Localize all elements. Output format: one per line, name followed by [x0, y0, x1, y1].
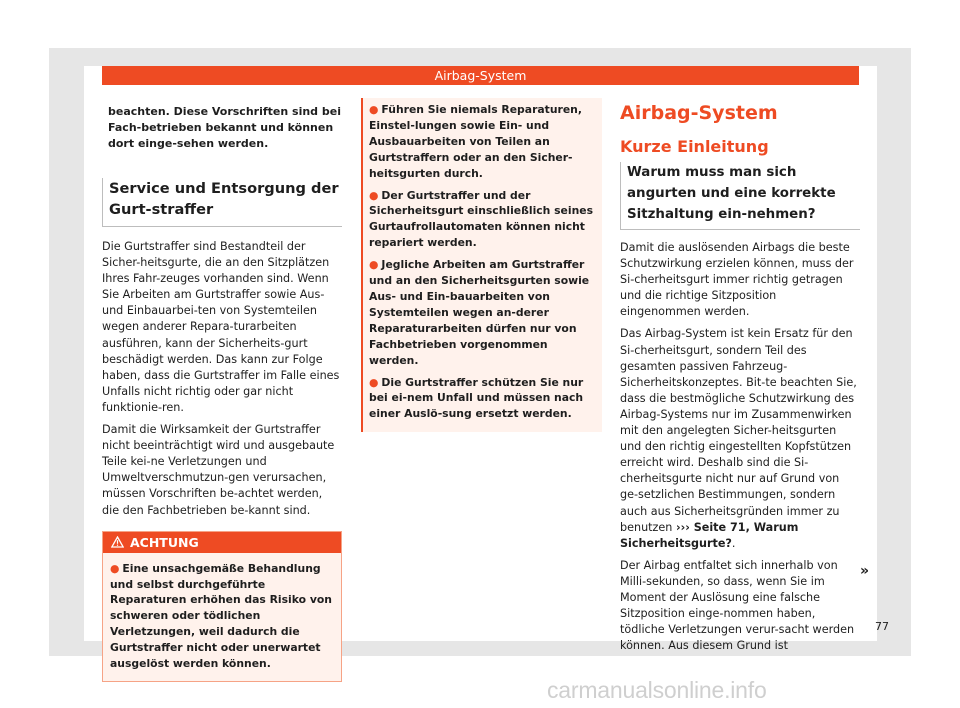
paragraph: Die Gurtstraffer sind Bestandteil der Sicher-heitsgurte, die an den Sitzplätzen Ihres Fahr-zeuges vorhanden sind. Wenn Sie Arbeiten am Gurtstraffer sowie Aus- und Einbauarbei-ten von Systemteilen wegen anderer Repara-turarbeiten ausführen, kann der Sicherheits-gurt beschädigt werden. Das kann zur Folge haben, dass die Gurtstraffer im Falle eines Unfalls nicht richtig oder gar nicht funktionie-ren. [102, 240, 340, 414]
section-title: Service und Entsorgung der Gurt-straffer [102, 178, 342, 227]
chapter-title: Airbag-System [620, 102, 778, 124]
paragraph: Damit die auslösenden Airbags die beste Schutzwirkung erzielen können, muss der Si-cherheitsgurt immer richtig getragen und die richtige Sitzposition eingenommen werden. [620, 241, 854, 319]
paragraph: Damit die Wirksamkeit der Gurtstraffer nicht beeinträchtigt wird und ausgebaute Teile kei-ne Verletzungen und Umweltverschmutzun-gen verursachen, müssen Vorschriften be-achtet werden, die den Fachbetrieben be-kannt sind. [102, 423, 335, 517]
warning-item: ● Jegliche Arbeiten am Gurtstraffer und an den Sicherheitsgurten sowie Aus- und Ein-bauarbeiten von Systemteilen wegen an-derer Reparaturarbeiten dürfen nur von Fachbetrieben vorgenommen werden. [369, 258, 590, 367]
warning-box [102, 531, 342, 682]
warning-triangle-icon [111, 536, 124, 548]
continued-arrow-icon: » [860, 563, 870, 579]
intro-paragraph: beachten. Diese Vorschriften sind bei Fach-betrieben bekannt und können dort einge-sehen werden. [108, 105, 341, 150]
warning-continuation-box [361, 98, 602, 432]
column-right [620, 100, 860, 660]
subchapter-title: Kurze Einleitung [620, 137, 769, 156]
section-body [620, 240, 860, 654]
page-number: 77 [875, 620, 889, 633]
running-header: Airbag-System [102, 66, 859, 85]
warning-item: ● Führen Sie niemals Reparaturen, Einstel-lungen sowie Ein- und Ausbauarbeiten von Teilen an Gurtstraffern oder an den Sicher-heitsgurten durch. [369, 103, 582, 180]
warning-title-bar [103, 532, 341, 553]
column-middle [361, 98, 602, 432]
warning-item: ● Die Gurtstraffer schützen Sie nur bei ei-nem Unfall und müssen nach einer Auslö-sung ersetzt werden. [369, 375, 584, 421]
page-reference-link[interactable]: ››› Seite 71, Warum Sicherheitsgurte? [620, 520, 799, 550]
bullet-icon: ● [369, 188, 379, 202]
bullet-icon: ● [369, 258, 379, 272]
column-left [102, 104, 342, 682]
section-body [102, 239, 342, 519]
warning-item: ● Der Gurtstraffer und der Sicherheitsgurt einschließlich seines Gurtaufrollautomaten können nicht repariert werden. [369, 188, 594, 250]
section-title: Warum muss man sich angurten und eine korrekte Sitzhaltung ein-nehmen? [620, 162, 860, 230]
bullet-icon: ● [369, 375, 379, 389]
watermark: carmanualsonline.info [547, 677, 767, 703]
paragraph: Das Airbag-System ist kein Ersatz für den Si-cherheitsgurt, sondern Teil des gesamten passiven Fahrzeug-Sicherheitskonzeptes. Bit-te beachten Sie, dass die bestmögliche Schutzwirkung des Airbag-Systems nur im Zusammenwirken mit den angelegten Sicher-heitsgurten und den richtig eingestellten Kopfstützen erreicht wird. Deshalb sind die Si-cherheitsgurte nicht nur auf Grund von ge-setzlichen Bestimmungen, sondern auch aus Sicherheitsgründen immer zu benutzen ››› Seite 71, Warum Sicherheitsgurte?. [620, 327, 857, 550]
warning-title: ACHTUNG [130, 534, 199, 550]
paragraph: Der Airbag entfaltet sich innerhalb von Milli-sekunden, so dass, wenn Sie im Moment der Auslösung eine falsche Sitzposition einge-nommen haben, tödliche Verletzungen verur-sacht werden können. Aus diesem Grund ist [620, 558, 855, 653]
warning-body [103, 553, 341, 681]
warning-item: ● Eine unsachgemäße Behandlung und selbst durchgeführte Reparaturen erhöhen das Risiko von schweren oder tödlichen Verletzungen, weil dadurch die Gurtstraffer nicht oder unerwartet ausgelöst werden können. [110, 561, 332, 671]
bullet-icon: ● [110, 561, 120, 575]
bullet-icon: ● [369, 103, 379, 116]
